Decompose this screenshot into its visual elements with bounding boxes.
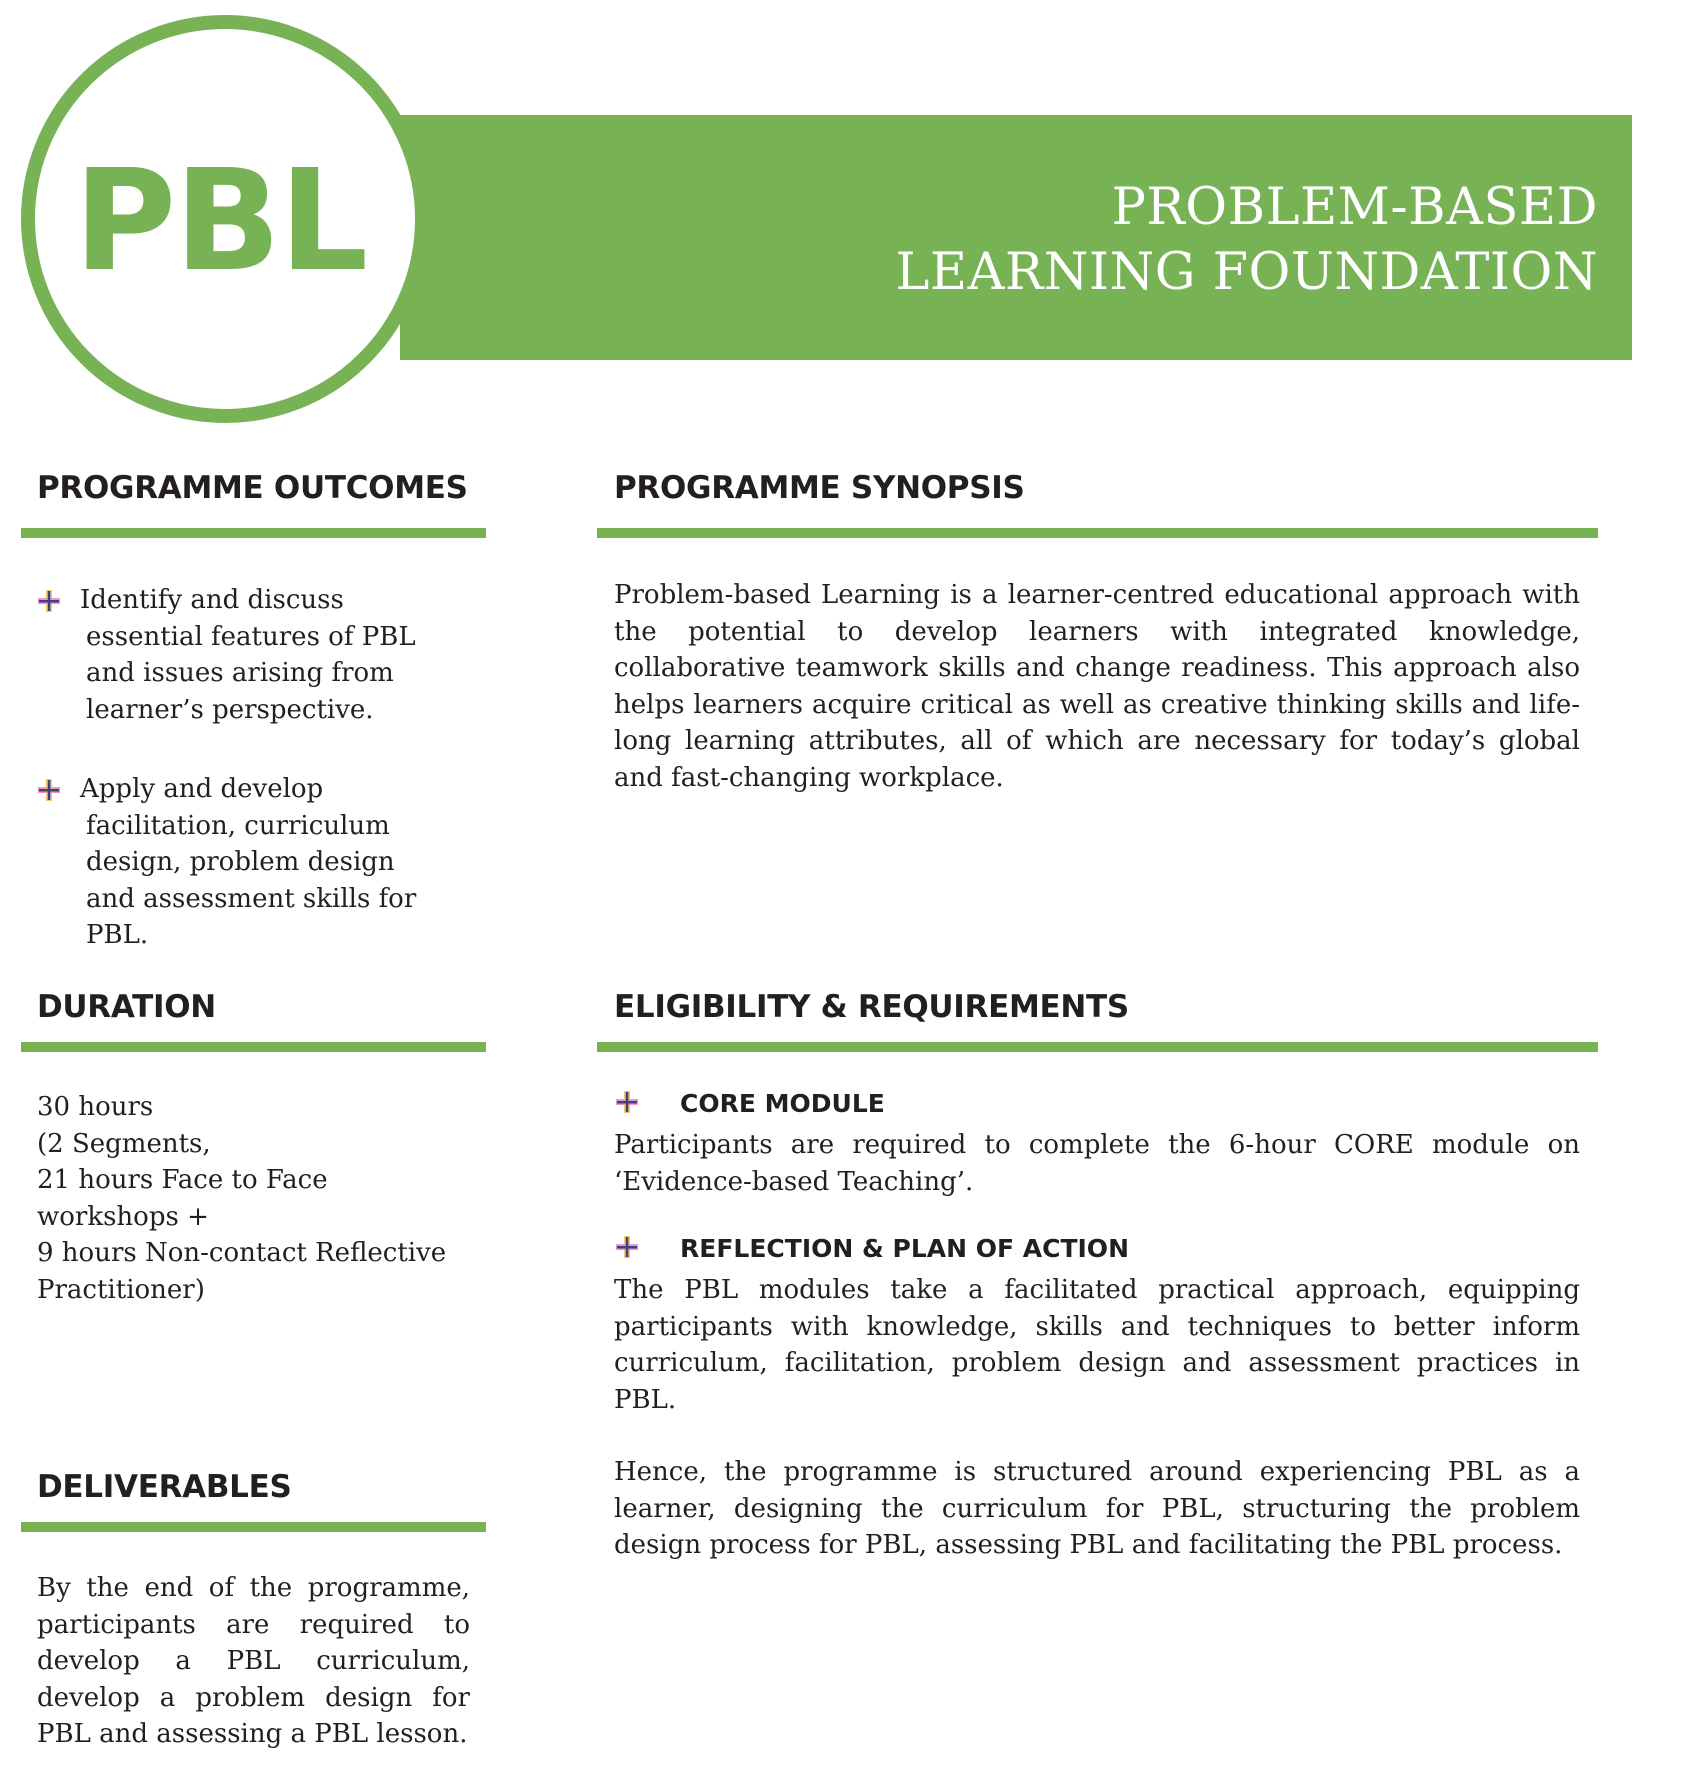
plus-bullet-icon: [36, 777, 62, 803]
deliverables-text: By the end of the programme, participants are required to develop a PBL curriculum, develop a problem design for PBL and assessing a PBL lesson.: [37, 1573, 470, 1749]
reflection-text: The PBL modules take a facilitated practical approach, equipping participants with knowledge, skills and techniques to better inform curriculum, facilitation, problem design and assessment practices in PBL.: [614, 1275, 1580, 1415]
pbl-logo-text: PBL: [73, 140, 367, 303]
core-module-title: CORE MODULE: [680, 1089, 885, 1118]
duration-details: [37, 1089, 497, 1308]
eligibility-divider: [597, 1042, 1598, 1052]
duration-line: Practitioner): [37, 1274, 205, 1305]
eligibility-heading: ELIGIBILITY & REQUIREMENTS: [614, 989, 1129, 1025]
duration-line: workshops +: [37, 1201, 209, 1232]
page-title-line-1: PROBLEM-BASED: [1111, 178, 1598, 237]
plus-bullet-icon: [614, 1234, 640, 1260]
title-banner: [400, 115, 1632, 360]
duration-divider: [21, 1042, 486, 1052]
deliverables-divider: [21, 1522, 486, 1532]
outcomes-divider: [21, 528, 486, 538]
duration-line: 9 hours Non-contact Reflective: [37, 1238, 447, 1268]
duration-heading: DURATION: [37, 989, 216, 1025]
deliverables-heading: DELIVERABLES: [37, 1469, 292, 1505]
outcome-text: Identify and discuss essential features of PBL and issues arising from learner’s perspective.: [80, 585, 416, 725]
duration-line: 21 hours Face to Face: [37, 1165, 328, 1195]
outcomes-heading: PROGRAMME OUTCOMES: [37, 470, 468, 506]
plus-bullet-icon: [36, 588, 62, 614]
outcome-text: Apply and develop facilitation, curriculum design, problem design and assessment skills for PBL.: [80, 774, 417, 950]
reflection-text-2: Hence, the programme is structured around experiencing PBL as a learner, designing the curriculum for PBL, structuring the problem design process for PBL, assessing PBL and facilitating the PBL process.: [614, 1457, 1580, 1560]
synopsis-text: Problem-based Learning is a learner-centred educational approach with the potential to develop learners with integrated knowledge, collaborative teamwork skills and change readiness. This approach also helps learners acquire critical as well as creative thinking skills and life-long learning attributes, all of which are necessary for today’s global and fast-changing workplace.: [614, 580, 1580, 793]
synopsis-heading: PROGRAMME SYNOPSIS: [614, 470, 1025, 506]
pbl-logo-circle: [21, 15, 429, 423]
duration-line: (2 Segments,: [37, 1128, 211, 1159]
reflection-title: REFLECTION & PLAN OF ACTION: [680, 1234, 1129, 1263]
synopsis-divider: [597, 528, 1598, 538]
page-title: [895, 175, 1598, 305]
page-title-line-2: LEARNING FOUNDATION: [895, 243, 1598, 302]
core-module-text: Participants are required to complete the 6-hour CORE module on ‘Evidence-based Teaching’.: [614, 1130, 1580, 1197]
plus-bullet-icon: [614, 1089, 640, 1115]
duration-line: 30 hours: [37, 1092, 154, 1122]
